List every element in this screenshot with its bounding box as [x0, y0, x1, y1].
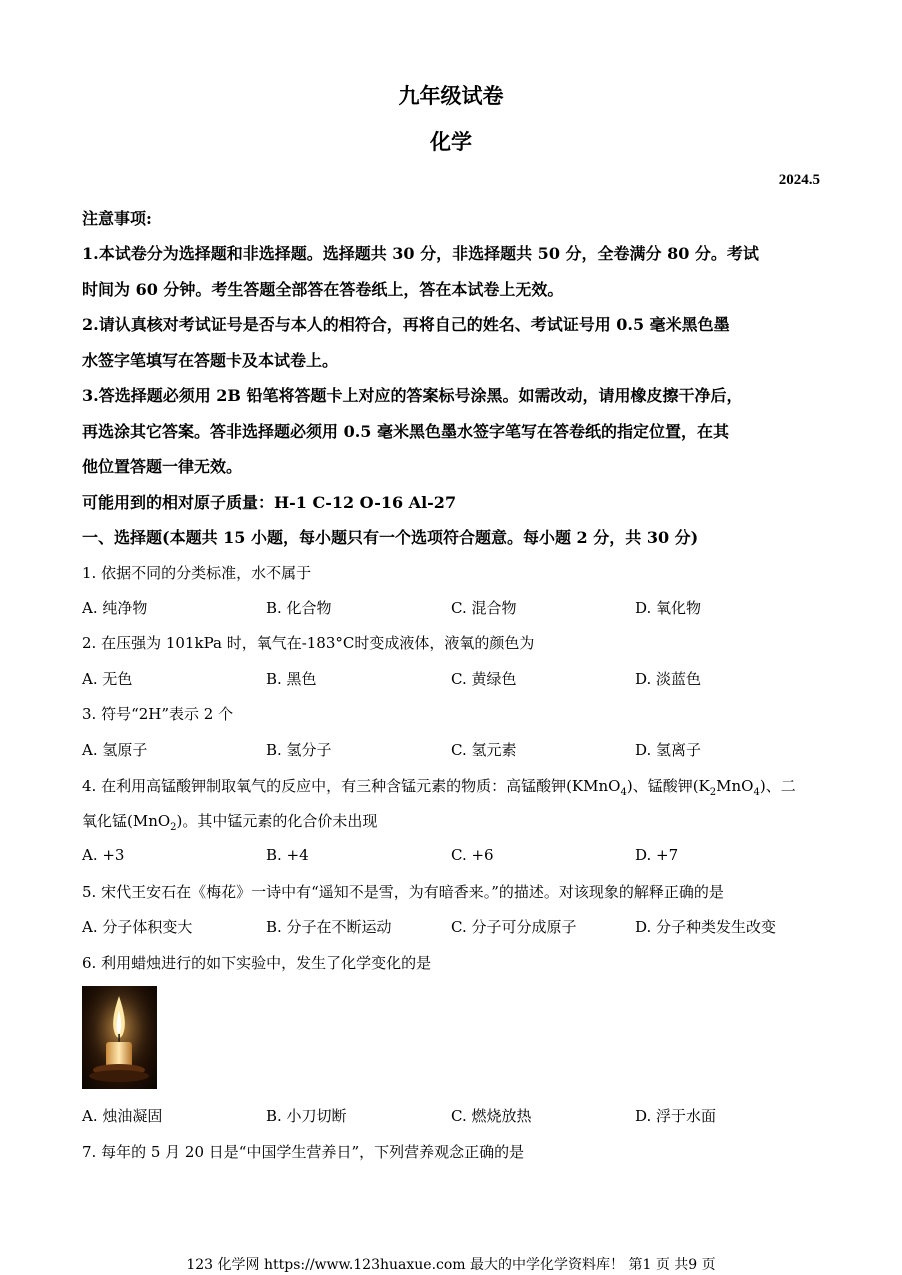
question-stem: 7. 每年的 5 月 20 日是“中国学生营养日”，下列营养观念正确的是: [82, 1143, 525, 1161]
question-stem: 4. 在利用高锰酸钾制取氧气的反应中，有三种含锰元素的物质：高锰酸钾(KMnO$_4$)、锰酸钾$(K_2MnO_4)$、二: [82, 777, 796, 798]
notes-line-6: 再选涂其它答案。答非选择题必须用 0.5 毫米黑色墨水签字笔写在答卷纸的指定位置，在其: [82, 422, 729, 441]
option-a: A. 烛油凝固: [82, 1107, 163, 1125]
notes-heading: 注意事项:: [82, 209, 152, 228]
subject-title: 化学: [430, 129, 472, 154]
option-d: D. 氢离子: [635, 741, 702, 759]
candle-image: [82, 986, 157, 1089]
exam-date: 2024.5: [778, 172, 820, 188]
option-c: C. 分子可分成原子: [451, 918, 577, 936]
option-a: A. 分子体积变大: [82, 918, 193, 936]
option-d: D. 浮于水面: [635, 1107, 717, 1125]
option-c: C. +6: [451, 846, 494, 864]
notes-line-7: 他位置答题一律无效。: [82, 457, 243, 476]
option-c: C. 黄绿色: [451, 670, 517, 688]
option-a: A. 无色: [82, 670, 133, 688]
option-b: B. 化合物: [266, 599, 332, 617]
option-d: D. 淡蓝色: [635, 670, 702, 688]
option-b: B. 分子在不断运动: [266, 918, 392, 936]
option-a: A. 氢原子: [82, 741, 148, 759]
section-heading: 一、选择题(本题共 15 小题，每小题只有一个选项符合题意。每小题 2 分，共 30 分): [82, 528, 699, 547]
question-stem: 1. 依据不同的分类标准，水不属于: [82, 564, 312, 582]
option-b: B. 黑色: [266, 670, 317, 688]
option-b: B. 氢分子: [266, 741, 332, 759]
option-a: A. +3: [82, 846, 125, 864]
notes-line-1: 1.本试卷分为选择题和非选择题。选择题共 30 分，非选择题共 50 分，全卷满分 80 分。考试: [82, 244, 759, 263]
question-stem: 2. 在压强为 101kPa 时，氧气在-183°C时变成液体，液氧的颜色为: [82, 634, 535, 652]
option-d: D. 氧化物: [635, 599, 702, 617]
option-c: C. 燃烧放热: [451, 1107, 532, 1125]
notes-line-3: 2.请认真核对考试证号是否与本人的相符合，再将自己的姓名、考试证号用 0.5 毫米黑色墨: [82, 315, 730, 334]
atomic-mass-line: 可能用到的相对原子质量：H-1 C-12 O-16 Al-27: [82, 493, 457, 512]
exam-title: 九年级试卷: [398, 83, 504, 108]
question-stem: 3. 符号“2H”表示 2 个: [82, 705, 234, 723]
option-c: C. 氢元素: [451, 741, 517, 759]
option-d: D. 分子种类发生改变: [635, 918, 777, 936]
notes-line-4: 水签字笔填写在答题卡及本试卷上。: [82, 351, 339, 370]
option-b: B. 小刀切断: [266, 1107, 347, 1125]
page-footer: 123 化学网 https://www.123huaxue.com 最大的中学化学资料库！ 第1 页 共9 页: [186, 1257, 716, 1273]
candle-flame-icon: [82, 986, 157, 1089]
option-d: D. +7: [635, 846, 679, 864]
option-a: A. 纯净物: [82, 599, 148, 617]
notes-line-2: 时间为 60 分钟。考生答题全部答在答卷纸上，答在本试卷上无效。: [82, 280, 564, 299]
notes-line-5: 3.答选择题必须用 2B 铅笔将答题卡上对应的答案标号涂黑。如需改动，请用橡皮擦干净后，: [82, 386, 743, 405]
option-c: C. 混合物: [451, 599, 517, 617]
question-stem: 5. 宋代王安石在《梅花》一诗中有“遥知不是雪，为有暗香来。”的描述。对该现象的解释正确的是: [82, 883, 724, 901]
question-stem-continued: 氧化锰(MnO$_2$)。其中锰元素的化合价未出现: [82, 812, 378, 833]
question-stem: 6. 利用蜡烛进行的如下实验中，发生了化学变化的是: [82, 954, 432, 972]
option-b: B. +4: [266, 846, 309, 864]
